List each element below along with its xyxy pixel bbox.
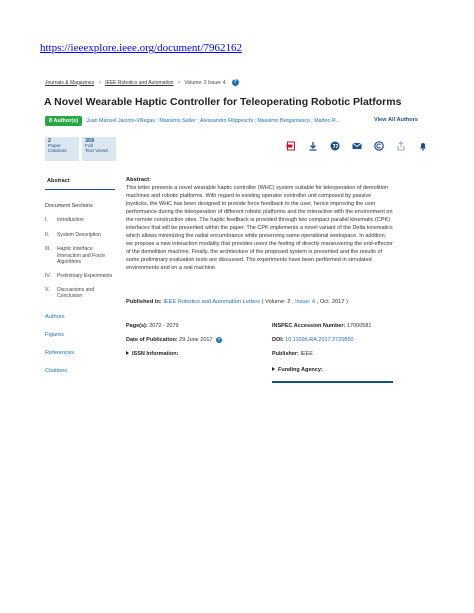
- section-label: Haptic Interface Interaction and Force Algorithms: [57, 246, 106, 266]
- sidebar-section-preliminary-experiments[interactable]: [45, 273, 115, 280]
- sidebar: [45, 176, 115, 374]
- inspec-info: [272, 323, 371, 329]
- breadcrumb-journals[interactable]: Journals & Magazines: [45, 79, 95, 86]
- funding-label: Funding Agency:: [278, 367, 323, 373]
- divider: [272, 381, 393, 383]
- view-all-authors-link[interactable]: View All Authors: [374, 117, 418, 123]
- section-number: V.: [45, 286, 50, 293]
- metric-label: Text Views: [85, 149, 108, 155]
- journal-link[interactable]: IEEE Robotics and Automation Letters: [163, 299, 261, 305]
- expand-triangle-icon: [272, 367, 275, 371]
- document-sections-heading: Document Sections: [45, 203, 93, 209]
- volume-text: ( Volume: 2 ,: [260, 299, 296, 305]
- section-number: II.: [45, 231, 50, 238]
- published-in: [126, 299, 348, 305]
- issn-toggle[interactable]: [126, 351, 178, 357]
- section-number: I.: [45, 217, 48, 223]
- sidebar-item-references[interactable]: References: [45, 349, 75, 356]
- breadcrumb-separator: >: [98, 79, 102, 86]
- action-toolbar: [286, 141, 428, 151]
- doi-label: DOI:: [272, 337, 284, 343]
- cite-icon[interactable]: [330, 141, 340, 151]
- full-text-views-metric[interactable]: [82, 137, 116, 161]
- section-label: Introduction: [57, 217, 84, 223]
- publication-date-value: 29 June 2017: [179, 337, 213, 343]
- sidebar-item-authors[interactable]: Authors: [45, 313, 65, 320]
- sidebar-item-citations[interactable]: Citations: [45, 367, 68, 374]
- sidebar-section-haptic-interface[interactable]: [45, 246, 115, 266]
- publication-date-label: Date of Publication:: [126, 337, 178, 343]
- download-icon[interactable]: [308, 141, 318, 151]
- section-number: IV.: [45, 272, 51, 279]
- section-number: III.: [45, 246, 51, 253]
- metric-label: Full: [85, 144, 93, 150]
- breadcrumb-volume[interactable]: Volume: 2 Issue: 4: [184, 79, 226, 86]
- paper-citations-metric[interactable]: [45, 137, 79, 161]
- metric-value: 2: [48, 138, 52, 144]
- published-label: Published in:: [126, 299, 162, 305]
- sidebar-section-system-description[interactable]: [45, 232, 115, 239]
- help-icon[interactable]: ?: [217, 337, 221, 342]
- metric-label: Citations: [48, 149, 67, 155]
- page-title: A Novel Wearable Haptic Controller for Teleoperating Robotic Platforms: [44, 96, 402, 108]
- info-icon[interactable]: ?: [233, 79, 237, 85]
- sidebar-section-discussions[interactable]: [45, 287, 115, 300]
- section-label: Preliminary Experiments: [57, 272, 113, 279]
- pages-label: Page(s):: [126, 323, 148, 329]
- doi-link[interactable]: 10.1109/LRA.2017.2720850: [285, 337, 354, 343]
- breadcrumb: [45, 79, 239, 86]
- breadcrumb-journal-name[interactable]: IEEE Robotics and Automation: [105, 79, 174, 86]
- abstract-heading: Abstract:: [126, 177, 151, 183]
- pdf-icon[interactable]: [286, 141, 296, 151]
- abstract-text: This letter presents a novel wearable haptic controller (WHC) system suitable for teleoperation of demolition machines and robotic platforms. With regard to existing operator controller unit composed by passive joysticks, the WHC has been designed to provide force feedback to the user, hence improving the user performance during the teleoperation of different robotic platforms and the interaction with the environment on the remote construction sites. The haptic feedback is provided through two compact parallel kinematic (CPK) interfaces that will be presented within the paper. The CPK implements a novel variant of the Delta kinematics which allows minimizing the radial encumbrance while preserving same operational workspace. In addition, we propose a new interaction modality that provides users the feeling of directly maneuvering the end-effector of the demolition machine. Finally, the architecture of the proposed system is presented and the results of some preliminary evaluation tests are discussed. The experiments have been performed in simulated environments and on a real machine.: [126, 185, 393, 271]
- sidebar-section-introduction[interactable]: [45, 217, 115, 224]
- copyright-icon[interactable]: [374, 141, 384, 151]
- section-label: Discussions and Conclusion: [57, 286, 95, 300]
- metric-label: Paper: [48, 144, 61, 150]
- breadcrumb-separator: >: [177, 79, 181, 86]
- author-list[interactable]: Juan Manuel Jacinto-Villegas ; Massimo Satler ; Alessandro Filippeschi ; Massimo Bergamasco ; Matteo R...: [86, 118, 341, 124]
- email-icon[interactable]: [352, 141, 362, 151]
- abstract-section: [126, 177, 394, 272]
- inspec-value: 17000581: [347, 323, 372, 329]
- document-url-link[interactable]: https://ieeexplore.ieee.org/document/7962162: [40, 42, 243, 54]
- section-label: System Description: [57, 231, 101, 238]
- authors-row: [45, 116, 340, 126]
- metric-value: 359: [85, 138, 95, 144]
- publisher-label: Publisher:: [272, 351, 299, 357]
- issue-link[interactable]: Issue: 4: [295, 299, 316, 305]
- sidebar-item-abstract[interactable]: Abstract: [45, 176, 115, 190]
- sidebar-item-figures[interactable]: Figures: [45, 331, 64, 338]
- publisher-info: [272, 351, 313, 357]
- date-text: , Oct. 2017 ): [315, 299, 348, 305]
- expand-triangle-icon: [126, 351, 129, 355]
- funding-toggle[interactable]: [272, 367, 323, 373]
- publication-date-info: [126, 337, 222, 343]
- share-icon[interactable]: [396, 141, 406, 151]
- issn-label: ISSN Information:: [132, 351, 179, 357]
- publisher-value: IEEE: [300, 351, 313, 357]
- alert-bell-icon[interactable]: [418, 141, 428, 151]
- authors-count-badge[interactable]: 8 Author(s): [45, 116, 82, 126]
- doi-info: [272, 337, 354, 343]
- pages-info: [126, 323, 179, 329]
- inspec-label: INSPEC Accession Number:: [272, 323, 346, 329]
- pages-value: 2072 - 2079: [149, 323, 179, 329]
